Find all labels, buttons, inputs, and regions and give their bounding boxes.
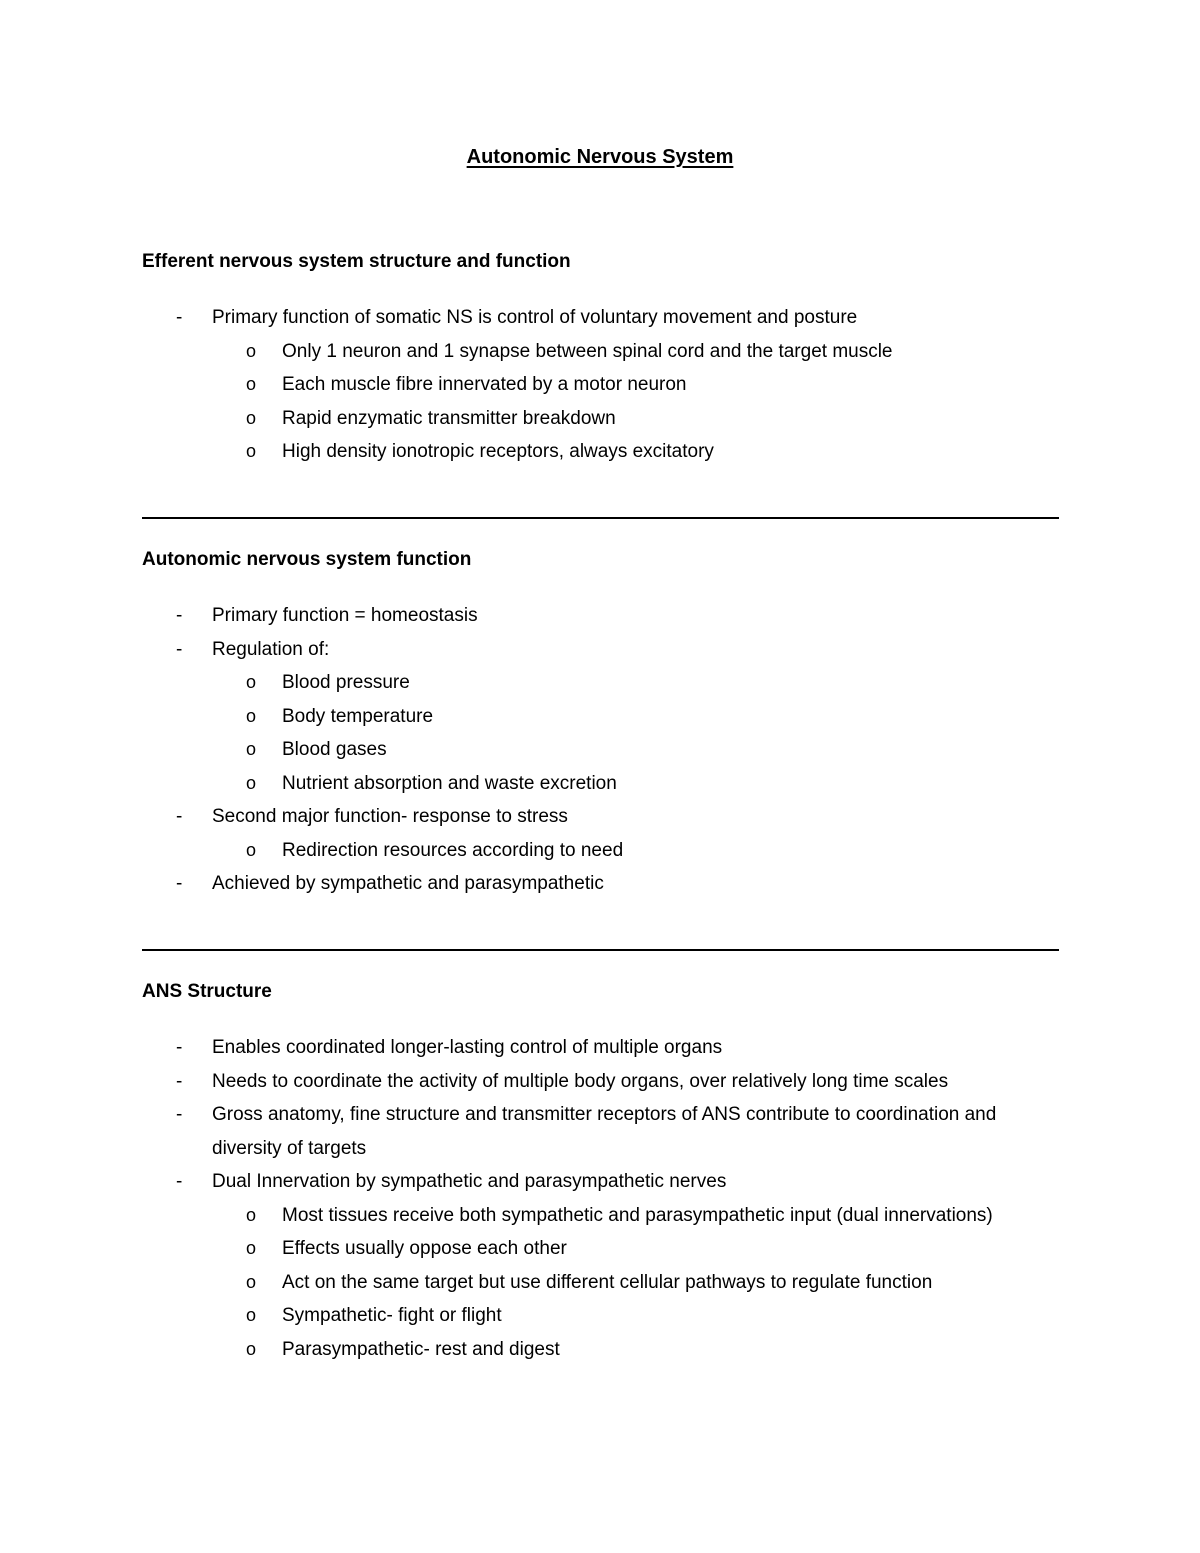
circle-bullet-icon: o: [246, 839, 257, 860]
section-autonomic-function: [142, 547, 1062, 901]
sub-list-item: [212, 335, 1062, 369]
sub-list-item-text: Rapid enzymatic transmitter breakdown: [282, 407, 616, 429]
sub-list-item-text: Blood pressure: [282, 672, 410, 693]
sub-list-item-text: Sympathetic- fight or flight: [282, 1305, 502, 1326]
dash-bullet-icon: -: [176, 605, 183, 626]
sub-list-item-text: Effects usually oppose each other: [282, 1238, 567, 1259]
list-item: [142, 1031, 1062, 1065]
circle-bullet-icon: o: [246, 407, 257, 428]
sub-list-item: [212, 666, 1062, 700]
circle-bullet-icon: o: [246, 772, 257, 793]
list-item: [142, 800, 1062, 867]
circle-bullet-icon: o: [246, 1204, 257, 1225]
dash-bullet-icon: -: [176, 806, 183, 827]
section-heading: Autonomic nervous system function: [142, 549, 472, 570]
section-heading: Efferent nervous system structure and function: [142, 251, 571, 272]
sub-list-item-text: High density ionotropic receptors, always excitatory: [282, 441, 714, 462]
circle-bullet-icon: o: [246, 672, 257, 692]
circle-bullet-icon: o: [246, 1238, 257, 1258]
section-ans-structure: [142, 979, 1062, 1366]
list-item: [142, 1065, 1062, 1099]
circle-bullet-icon: o: [246, 1338, 257, 1359]
sub-list-item: [212, 1199, 1062, 1233]
sub-list-item: [212, 1333, 1062, 1367]
sub-list-item-text: Most tissues receive both sympathetic and parasympathetic input (dual innervations): [282, 1204, 993, 1226]
sub-bullet-list: [212, 834, 1062, 868]
section-divider: [142, 517, 1059, 519]
list-item-text: Enables coordinated longer-lasting control of multiple organs: [212, 1037, 723, 1058]
sub-list-item-text: Act on the same target but use different cellular pathways to regulate function: [282, 1271, 933, 1293]
list-item: [142, 301, 1062, 469]
section-efferent-nervous-system: [142, 249, 1062, 469]
list-item-text: Needs to coordinate the activity of multiple body organs, over relatively long time scales: [212, 1070, 949, 1092]
sub-list-item: [212, 1299, 1062, 1333]
bullet-list: [142, 1031, 1062, 1366]
dash-bullet-icon: -: [176, 1070, 183, 1092]
dash-bullet-icon: -: [176, 1037, 183, 1058]
sub-list-item: [212, 402, 1062, 436]
dash-bullet-icon: -: [176, 873, 183, 894]
list-item: [142, 1098, 1062, 1165]
sub-list-item: [212, 1266, 1062, 1300]
circle-bullet-icon: o: [246, 705, 257, 726]
sub-list-item: [212, 733, 1062, 767]
circle-bullet-icon: o: [246, 340, 257, 361]
dash-bullet-icon: -: [176, 307, 183, 328]
sub-list-item: [212, 767, 1062, 801]
sub-bullet-list: [212, 335, 1062, 469]
sub-list-item-text: Each muscle fibre innervated by a motor neuron: [282, 374, 687, 395]
section-divider: [142, 949, 1059, 951]
list-item: [142, 1165, 1062, 1366]
list-item: [142, 633, 1062, 801]
sub-list-item: [212, 700, 1062, 734]
sub-list-item: [212, 1232, 1062, 1266]
sub-list-item-text: Nutrient absorption and waste excretion: [282, 772, 617, 794]
list-item-text: Regulation of:: [212, 638, 330, 660]
sub-list-item: [212, 368, 1062, 402]
sub-list-item-text: Only 1 neuron and 1 synapse between spinal cord and the target muscle: [282, 340, 893, 362]
circle-bullet-icon: o: [246, 1271, 257, 1292]
circle-bullet-icon: o: [246, 441, 257, 461]
sub-list-item: [212, 435, 1062, 469]
sub-list-item-text: Blood gases: [282, 739, 387, 760]
list-item-text: Primary function = homeostasis: [212, 605, 478, 626]
sub-list-item-text: Body temperature: [282, 705, 434, 727]
sub-list-item-text: Parasympathetic- rest and digest: [282, 1338, 560, 1360]
section-heading: ANS Structure: [142, 981, 272, 1002]
sub-list-item: [212, 834, 1062, 868]
list-item: [142, 867, 1062, 901]
bullet-list: [142, 599, 1062, 901]
list-item: [142, 599, 1062, 633]
sub-list-item-text: Redirection resources according to need: [282, 839, 624, 861]
bullet-list: [142, 301, 1062, 469]
list-item-text: Dual Innervation by sympathetic and parasympathetic nerves: [212, 1171, 727, 1192]
dash-bullet-icon: -: [176, 1104, 183, 1125]
list-item-text: Primary function of somatic NS is control of voluntary movement and posture: [212, 307, 858, 328]
list-item-text: Second major function- response to stress: [212, 806, 568, 827]
circle-bullet-icon: o: [246, 1305, 257, 1325]
sub-bullet-list: [212, 666, 1062, 800]
list-item-text: Achieved by sympathetic and parasympathetic: [212, 873, 604, 894]
list-item-text: Gross anatomy, fine structure and transmitter receptors of ANS contribute to coordination and diversity of targets: [212, 1104, 997, 1159]
dash-bullet-icon: -: [176, 1171, 183, 1192]
circle-bullet-icon: o: [246, 739, 257, 759]
document-title: Autonomic Nervous System: [466, 146, 734, 168]
dash-bullet-icon: -: [176, 638, 183, 660]
circle-bullet-icon: o: [246, 374, 257, 394]
sub-bullet-list: [212, 1199, 1062, 1367]
